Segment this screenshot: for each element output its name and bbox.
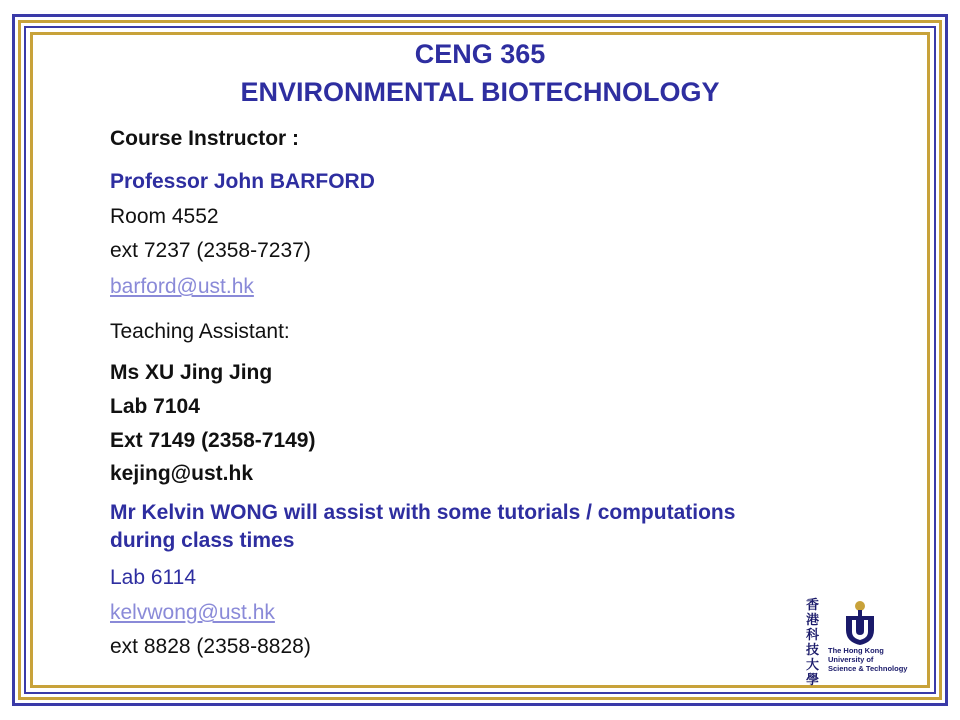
extra-email-link[interactable]: kelvwong@ust.hk bbox=[110, 601, 275, 624]
extra-note-line2: during class times bbox=[110, 529, 295, 552]
instructor-phone: ext 7237 (2358-7237) bbox=[110, 239, 311, 262]
assistant-name: Ms XU Jing Jing bbox=[110, 361, 273, 384]
extra-phone: ext 8828 (2358-8828) bbox=[110, 635, 311, 658]
instructor-email-link[interactable]: barford@ust.hk bbox=[110, 275, 254, 298]
extra-lab: Lab 6114 bbox=[110, 566, 197, 589]
logo-char: 學 bbox=[806, 673, 820, 688]
extra-note-line1: Mr Kelvin WONG will assist with some tutorials / computations bbox=[110, 501, 736, 524]
logo-char: 科 bbox=[806, 628, 820, 643]
assistant-heading: Teaching Assistant: bbox=[110, 320, 290, 343]
hkust-emblem-icon bbox=[840, 600, 880, 646]
logo-name-line1: The Hong Kong bbox=[828, 646, 884, 655]
hkust-logo bbox=[806, 598, 910, 688]
logo-chinese-name bbox=[806, 598, 824, 688]
instructor-room: Room 4552 bbox=[110, 205, 219, 228]
logo-char: 香 bbox=[806, 598, 820, 613]
instructor-heading: Course Instructor : bbox=[110, 127, 300, 150]
logo-char: 港 bbox=[806, 613, 820, 628]
course-name-title: ENVIRONMENTAL BIOTECHNOLOGY bbox=[240, 77, 720, 107]
logo-name-line2: University of bbox=[828, 655, 874, 664]
assistant-lab: Lab 7104 bbox=[110, 395, 200, 418]
assistant-phone: Ext 7149 (2358-7149) bbox=[110, 429, 316, 452]
logo-name-line3: Science & Technology bbox=[828, 664, 908, 673]
logo-english-name bbox=[828, 646, 928, 673]
instructor-name: Professor John BARFORD bbox=[110, 170, 375, 193]
logo-char: 大 bbox=[806, 658, 820, 673]
logo-char: 技 bbox=[806, 643, 820, 658]
assistant-email: kejing@ust.hk bbox=[110, 462, 254, 485]
course-code-title: CENG 365 bbox=[414, 39, 546, 69]
